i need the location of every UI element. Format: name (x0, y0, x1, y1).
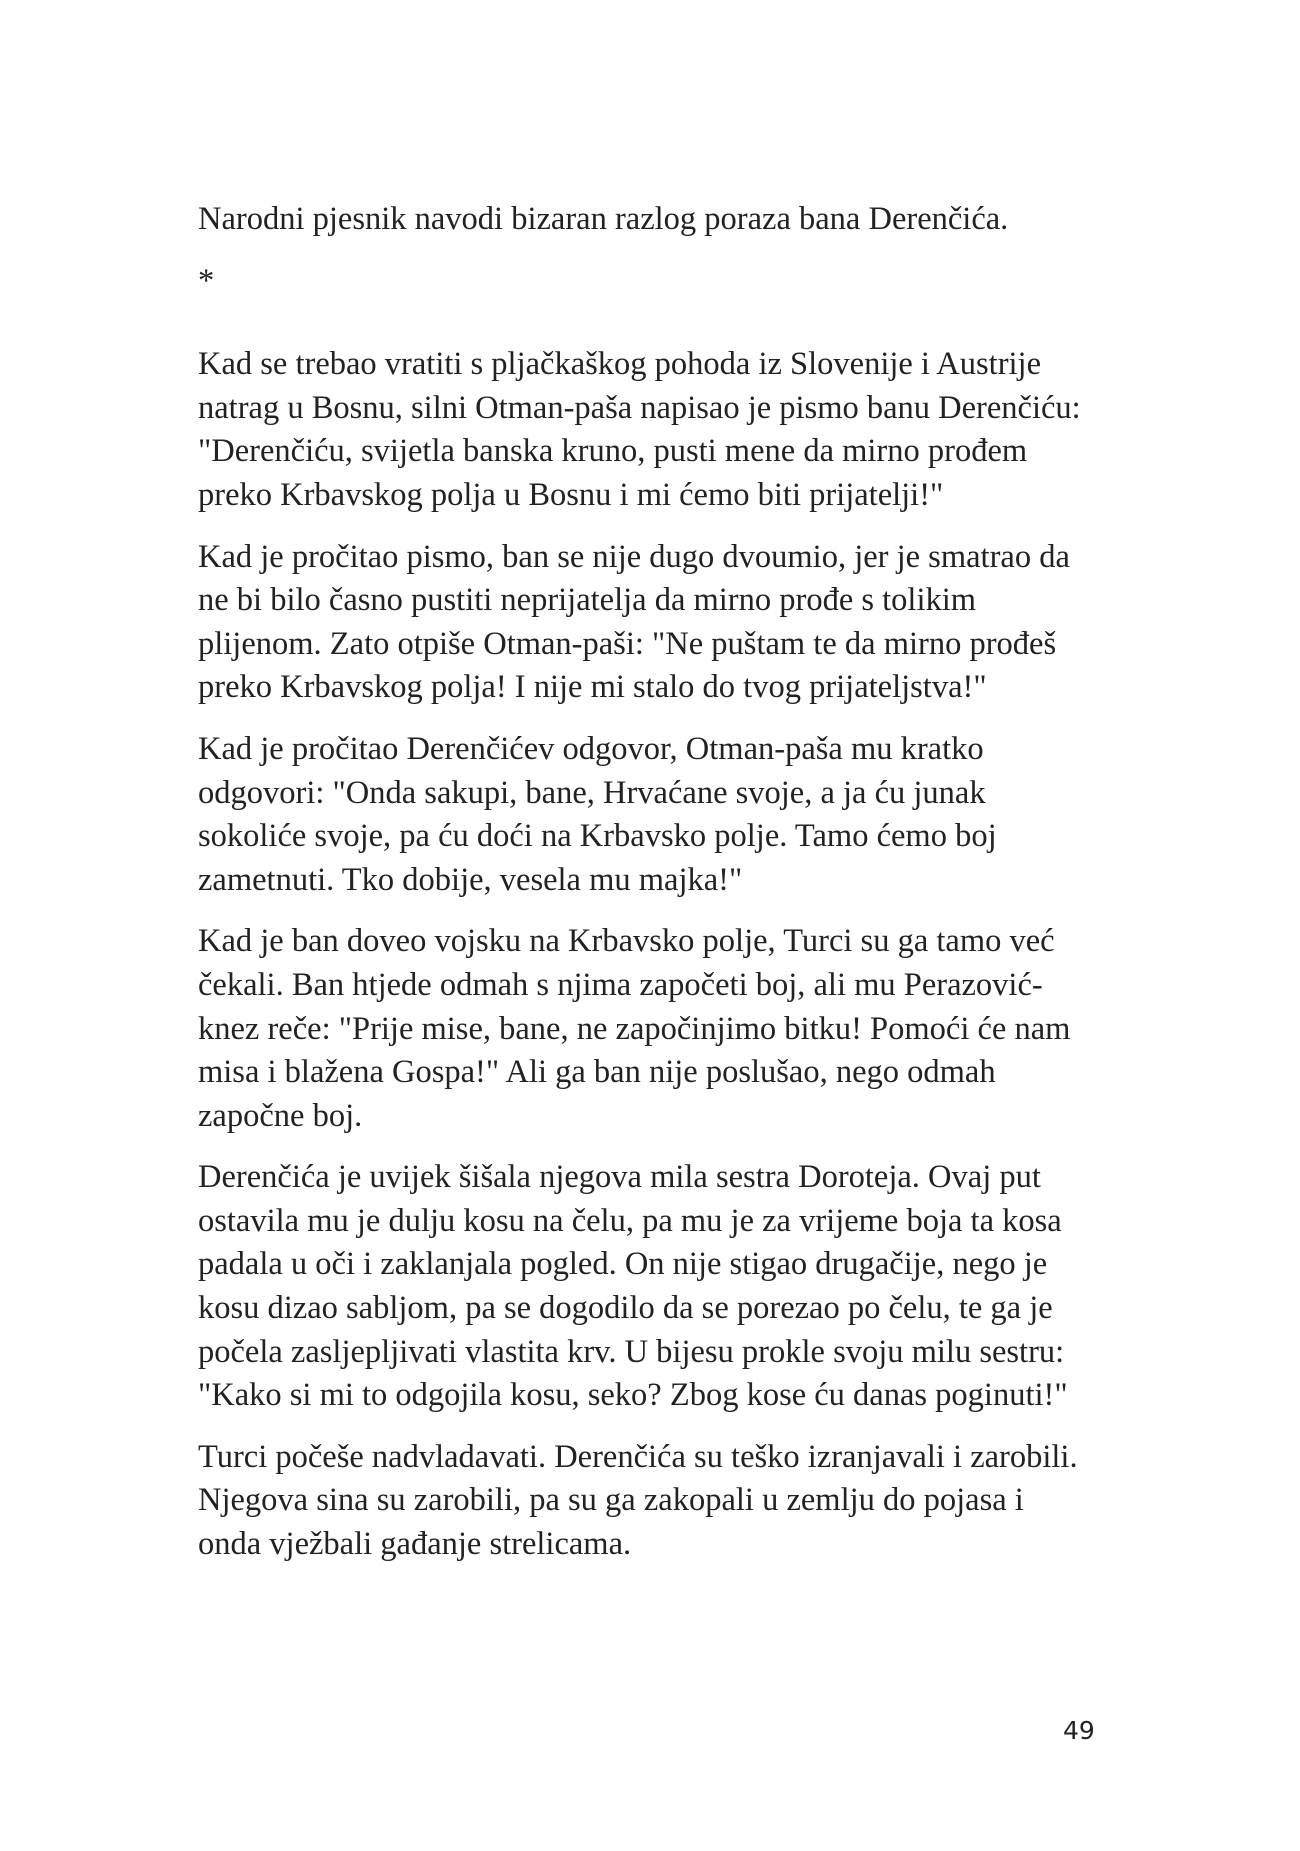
text-line: započne boj. (198, 1097, 363, 1134)
text-line: misa i blažena Gospa!" Ali ga ban nije poslušao, nego odmah (198, 1054, 996, 1091)
text-line: plijenom. Zato otpiše Otman-paši: "Ne puštam te da mirno prođeš (198, 625, 1057, 662)
paragraph (198, 1156, 1118, 1418)
text-line: čekali. Ban htjede odmah s njima započeti boj, ali mu Perazović- (198, 966, 1043, 1003)
paragraph (198, 920, 1118, 1138)
text-line: sokoliće svoje, pa ću doći na Krbavsko polje. Tamo ćemo boj (198, 818, 997, 855)
text-line: kosu dizao sabljom, pa se dogodilo da se porezao po čelu, te ga je (198, 1290, 1053, 1327)
text-line: padala u oči i zaklanjala pogled. On nije stigao drugačije, nego je (198, 1246, 1048, 1283)
separator-asterisk: * (198, 262, 215, 299)
text-line: Kad je pročitao pismo, ban se nije dugo dvoumio, jer je smatrao da (198, 538, 1070, 575)
text-line: preko Krbavskog polja u Bosnu i mi ćemo biti prijatelji!" (198, 476, 944, 513)
paragraph (198, 1436, 1118, 1567)
text-line: Kad se trebao vratiti s pljačkaškog pohoda iz Slovenije i Austrije (198, 346, 1042, 383)
text-line: preko Krbavskog polja! I nije mi stalo do tvog prijateljstva!" (198, 669, 987, 706)
page-body (198, 198, 1118, 1585)
text-line: Turci počeše nadvladavati. Derenčića su teško izranjavali i zarobili. (198, 1438, 1078, 1475)
text-line: "Derenčiću, svijetla banska kruno, pusti mene da mirno prođem (198, 433, 1028, 470)
text-line: odgovori: "Onda sakupi, bane, Hrvaćane svoje, a ja ću junak (198, 774, 986, 811)
text-line: Njegova sina su zarobili, pa su ga zakopali u zemlju do pojasa i (198, 1482, 1024, 1519)
text-line: Derenčića je uvijek šišala njegova mila sestra Doroteja. Ovaj put (198, 1159, 1041, 1196)
text-line: Narodni pjesnik navodi bizaran razlog poraza bana Derenčića. (198, 201, 1009, 237)
paragraph (198, 343, 1118, 517)
text-line: zametnuti. Tko dobije, vesela mu majka!" (198, 861, 743, 898)
text-line: ne bi bilo časno pustiti neprijatelja da mirno prođe s tolikim (198, 582, 977, 619)
text-line: Kad je pročitao Derenčićev odgovor, Otman-paša mu kratko (198, 730, 984, 767)
section-separator (198, 260, 1118, 304)
text-line: natrag u Bosnu, silni Otman-paša napisao je pismo banu Derenčiću: (198, 389, 1081, 426)
text-line: počela zasljepljivati vlastita krv. U bijesu prokle svoju milu sestru: (198, 1333, 1065, 1370)
paragraph (198, 728, 1118, 902)
paragraph (198, 536, 1118, 710)
text-line: "Kako si mi to odgojila kosu, seko? Zbog kose ću danas poginuti!" (198, 1377, 1068, 1414)
text-line: onda vježbali gađanje strelicama. (198, 1526, 632, 1563)
page-number: 49 (1063, 1716, 1095, 1745)
text-line: Kad je ban doveo vojsku na Krbavsko polje, Turci su ga tamo već (198, 923, 1055, 960)
text-line: knez reče: "Prije mise, bane, ne započinjimo bitku! Pomoći će nam (198, 1010, 1071, 1047)
intro-paragraph (198, 198, 1118, 242)
text-line: ostavila mu je dulju kosu na čelu, pa mu je za vrijeme boja ta kosa (198, 1202, 1062, 1239)
